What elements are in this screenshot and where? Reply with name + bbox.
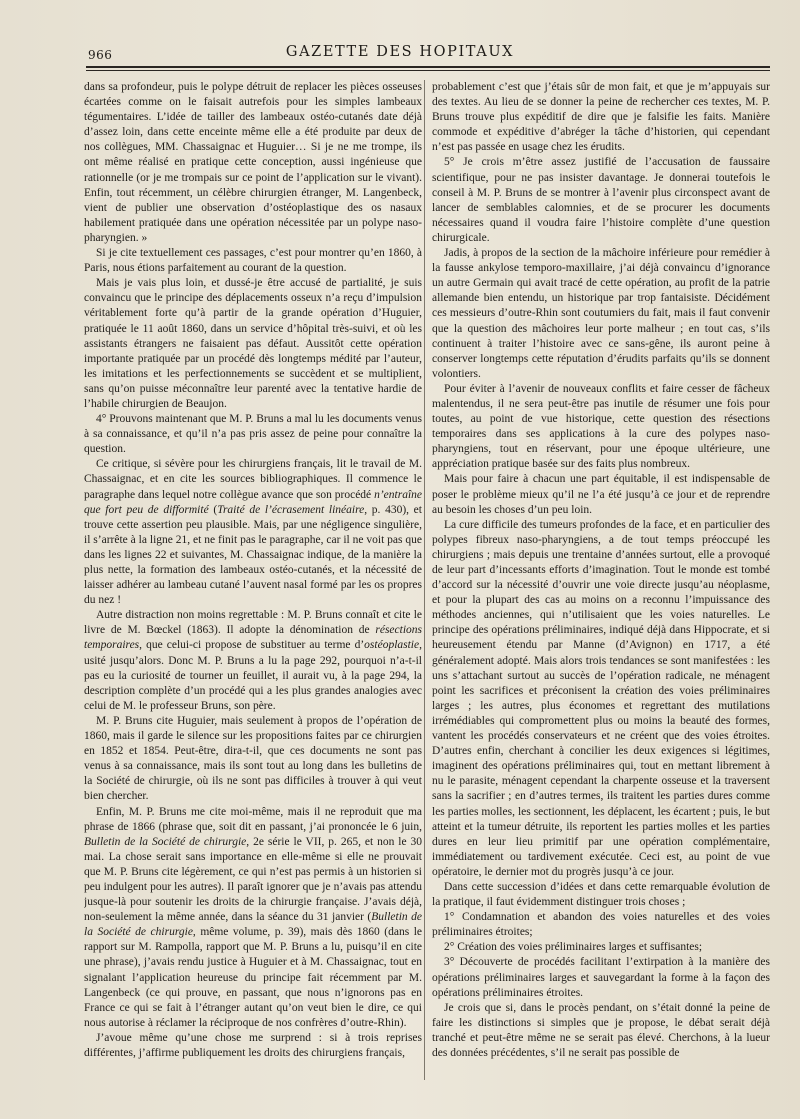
paragraph: probablement c’est que j’étais sûr de mon fait, et que je m’appuyais sur des textes. Au lieu de se donner la peine de rechercher ces textes, M. P. Bruns trouve plus expéditif de dire que je falsifie les faits. Manière commode et expéditive d’abréger la tâche d’historien, qui cependant n’est pas passée en usage chez les érudits.	[432, 81, 770, 154]
paragraph: Ce critique, si sévère pour les chirurgiens français, lit le travail de M. Chassaignac, et en cite les sources bibliographiques. Il commence le paragraphe dans lequel notre collègue avance que son procédé n’entraîne que fort peu de difformité (Traité de l’écrasement linéaire, p. 430), et trouve cette assertion peu plausible. Mais, par une négligence singulière, il s’arrête à la ligne 21, et ne finit pas le paragraphe, car il ne voit pas que dans les lignes 22 et suivantes, M. Chassaignac indique, de la manière la plus nette, la formation des lambeaux ostéo-cutanés, et la nécessité de laisser adhérer au lambeau cutané l’auvent nasal formé par les os propres du nez !	[84, 458, 422, 607]
paragraph: Si je cite textuellement ces passages, c’est pour montrer qu’en 1860, à Paris, nous étions parfaitement au courant de la question.	[84, 247, 422, 275]
paragraph: 4° Prouvons maintenant que M. P. Bruns a mal lu les documents venus à sa connaissance, et qu’il n’a pas pris assez de peine pour connaître la question.	[84, 413, 422, 456]
paragraph: 2° Création des voies préliminaires larges et suffisantes;	[444, 941, 703, 954]
paragraph: Mais je vais plus loin, et dussé-je être accusé de partialité, je suis convaincu que le principe des déplacements osseux n’a reçu d’impulsion véritablement forte qu’à partir de la grande opération d’Huguier, pratiquée le 11 août 1860, dans un service d’hôpital très-suivi, et où les assistants étrangers ne faisaient pas défaut. Aussitôt cette opération importante pratiquée par un procédé dès longtemps médité par l’auteur, les imitations et les perfectionnements se succèdent et se multiplient, sans qu’on puisse méconnaître leur parenté avec la tentative hardie de l’habile chirurgien de Beaujon.	[84, 277, 422, 410]
paragraph: J’avoue même qu’une chose me surprend : si à trois reprises différentes, j’affirme publiquement les droits des chirurgiens français,	[84, 1031, 422, 1059]
page-number: 966	[88, 48, 113, 62]
paragraph: dans sa profondeur, puis le polype détruit de replacer les pièces osseuses écartées comme on le faisait autrefois pour les simples lambeaux tégumentaires. L’idée de tailler des lambeaux ostéo-cutanés date déjà d’assez loin, dans cette enceinte même elle a été produite par deux de nos collègues, MM. Chassaignac et Huguier… Si je ne me trompe, ils ont même réalisé en pratique cette conception, aussi ingénieuse que rationnelle (or je me trompais sur ce point de l’application sur le vivant). Enfin, tout récemment, un célèbre chirurgien étranger, M. Langenbeck, vient de publier une observation d’ostéoplastique des os nasaux habilement pratiquée dans une opération nécessitée par un polype naso-pharyngien. »	[84, 81, 422, 244]
paragraph: Jadis, à propos de la section de la mâchoire inférieure pour remédier à la fausse ankylose temporo-maxillaire, j’ai déjà convaincu d’ignorance un autre Germain qui avait tracé de cette opération, au profit de la patrie allemande bien entendu, un historique par trop fantaisiste. Décidément ces messieurs d’outre-Rhin sont coutumiers du fait, mais il faut convenir que la question des mâchoires leur porte malheur ; en tout cas, s’ils continuent à traiter l’histoire avec ce sans-gêne, ils auront peine à conserver longtemps cette réputation d’érudits parfaits qu’ils se donnent volontiers.	[432, 247, 770, 380]
header-rule-thick	[86, 66, 770, 68]
paragraph: La cure difficile des tumeurs profondes de la face, et en particulier des polypes fibreux naso-pharyngiens, a de tout temps préoccupé les chirurgiens ; mais depuis une trentaine d’années surtout, elle a provoqué de leur part d’incessants efforts d’imagination. Tout le monde est tombé d’accord sur la nécessité d’ouvrir une voie directe jusqu’au néoplasme, et pour la plupart des cas au moins on a reconnu l’impuissance des méthodes anciennes, qui n’utilisaient que les voies naturelles. Le principe des opérations préliminaires, indiqué déjà dans Hippocrate, et si heureusement étendu par Manne (d’Avignon) en 1717, a été généralement adopté. Mais alors trois tendances se sont manifestées : les uns s’attachant surtout au succès de l’opération radicale, ne ménagent point les sacrifices et préconisent la création des voies préliminaires larges ; les autres, plus économes et regrettant des mutilations irrémédiables qui compromettent plus ou moins la beauté des formes, vantent les procédés conservateurs et ne créent que des voies étroites. D’autres enfin, cherchant à concilier les deux exigences si légitimes, imaginent des opérations préliminaires qui, tout en mettant librement à nu le parasite, ménagent cependant la charpente osseuse et la traversent sans la sacrifier ; en d’autres termes, ils traitent les parties dures comme les parties molles, les sectionnent, les déplacent, les écartent ; puis, le but atteint et la tumeur détruite, ils reportent les parties molles et les parties dures en leur lieu primitif par une opération complémentaire, immédiatement ou tardivement exécutée. Ceci est, au point de vue opératoire, le dernier mot du progrès jusqu’à ce jour.	[432, 518, 770, 878]
paragraph: Je crois que si, dans le procès pendant, on s’était donné la peine de faire les distinctions si simples que je propose, le débat serait déjà tranché et peut-être même ne se serait pas élevé. Cherchons, à la lueur des données précédentes, s’il ne serait pas possible de	[432, 1001, 770, 1059]
paragraph: Enfin, M. P. Bruns me cite moi-même, mais il ne reproduit que ma phrase de 1866 (phrase que, soit dit en passant, j’ai prononcée le 6 juin, Bulletin de la Société de chirurgie, 2e série le VII, p. 265, et non le 30 mai. La chose serait sans importance en elle-même si elle ne prouvait que M. P. Bruns cite légèrement, ce qui n’est pas permis à un historien si peu indulgent pour les autres). Il paraît ignorer que je n’avais pas attendu jusque-là pour soutenir les droits de la chirurgie française. J’avais déjà, non-seulement la même année, dans la séance du 31 janvier (Bulletin de la Société de chirurgie, même volume, p. 39), mais dès 1860 (dans le rapport sur M. Rampolla, rapport que M. P. Bruns a lu, puisqu’il en cite une phrase), j’avais rendu justice à Huguier et à M. Chassaignac, tout en signalant l’application heureuse du principe fait récemment par M. Langenbeck (ce qui prouve, en passant, que nous n’ignorons pas en France ce qui se fait à l’étranger autant qu’on veut bien le dire, ce qui nous autorise à réclamer la réciproque de nos confrères d’outre-Rhin).	[84, 805, 422, 1029]
paragraph: 5° Je crois m’être assez justifié de l’accusation de faussaire scientifique, pour ne pas insister davantage. Je donnerai toutefois le conseil à M. P. Bruns de se montrer à l’avenir plus circonspect avant de lancer de semblables calomnies, et de se procurer les documents nécessaires quand il voudra faire l’histoire complète d’une question chirurgicale.	[432, 156, 770, 244]
column-divider	[424, 80, 425, 1080]
paragraph: M. P. Bruns cite Huguier, mais seulement à propos de l’opération de 1860, mais il garde le silence sur les propositions faites par ce chirurgien en 1852 et 1854. Peut-être, dira-t-il, que ces documents ne sont pas venus à sa connaissance, mais ils sont tout au long dans les bulletins de la Société de chirurgie, où ils ne sont pas difficiles à trouver à qui veut bien chercher.	[84, 714, 422, 803]
paragraph: Pour éviter à l’avenir de nouveaux conflits et faire cesser de fâcheux malentendus, il ne sera peut-être pas inutile de résumer une fois pour toutes, au point de vue historique, cette question des résections temporaires dans ses applications à la cure des polypes naso-pharyngiens, tout en réservant, pour une époque ultérieure, une appréciation pratique basée sur des faits plus nombreux.	[432, 382, 770, 471]
header-rule-thin	[86, 70, 770, 71]
paragraph: Mais pour faire à chacun une part équitable, il est indispensable de poser le problème mieux qu’il ne l’a été jusqu’à ce jour et de reprendre au besoin les choses d’un peu loin.	[432, 473, 770, 516]
paragraph: 3° Découverte de procédés facilitant l’extirpation à la manière des opérations préliminaires larges et sauvegardant la forme à la façon des opérations préliminaires étroites.	[432, 956, 770, 999]
paragraph: Autre distraction non moins regrettable : M. P. Bruns connaît et cite le livre de M. Bœckel (1863). Il adopte la dénomination de résections temporaires, que celui-ci propose de substituer au terme d’ostéoplastie, usité jusqu’alors. Donc M. P. Bruns a lu la page 292, pourquoi n’a-t-il pas eu la curiosité de tourner un feuillet, il aurait vu, à la page 294, la description complète d’un procédé qui a les plus grandes analogies avec celui de M. le professeur Bruns, son père.	[84, 609, 422, 712]
paragraph: Dans cette succession d’idées et dans cette remarquable évolution de la pratique, il faut évidemment distinguer trois choses ;	[432, 880, 770, 909]
left-column	[84, 80, 422, 1110]
paragraph: 1° Condamnation et abandon des voies naturelles et des voies préliminaires étroites;	[432, 911, 770, 939]
right-column	[432, 80, 770, 1110]
journal-title: GAZETTE DES HOPITAUX	[285, 44, 515, 60]
